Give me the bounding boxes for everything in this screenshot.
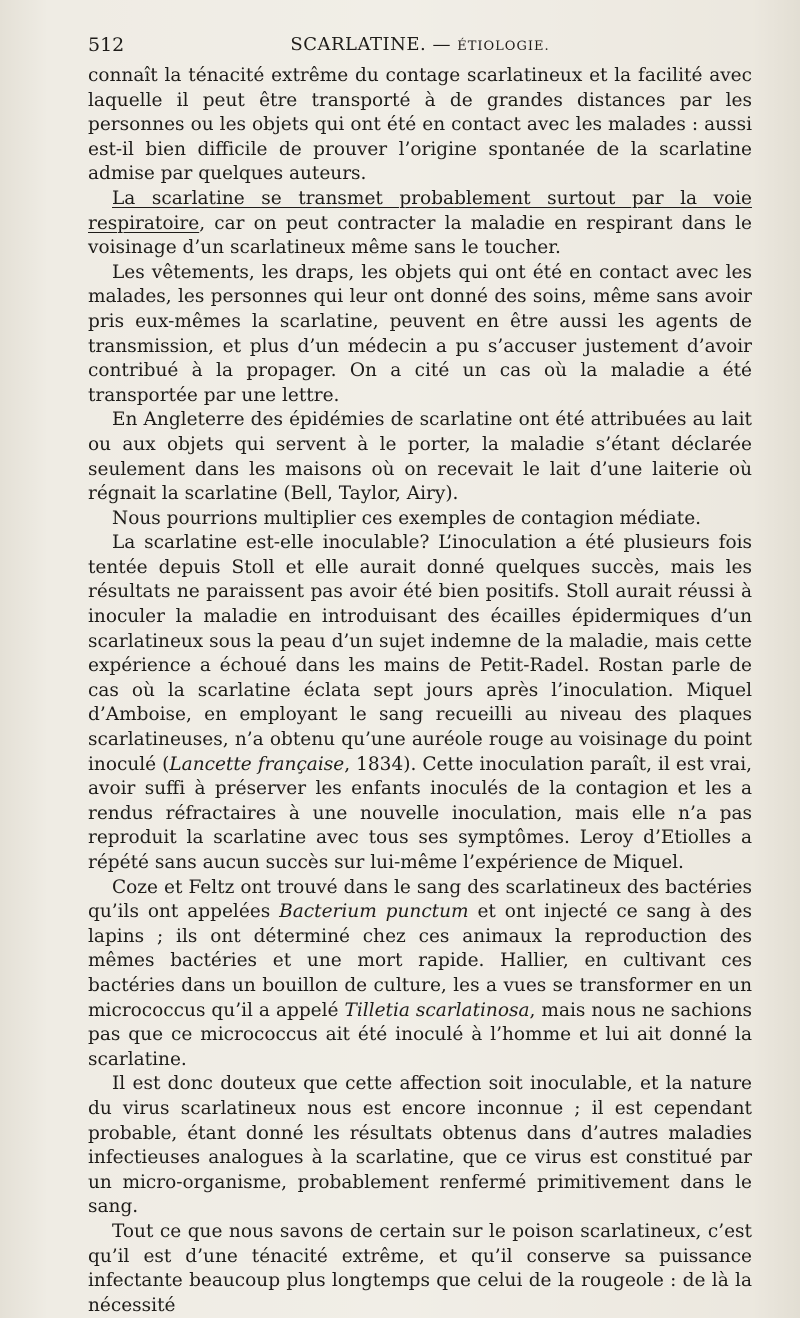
running-head-title: SCARLATINE. [290,34,427,55]
paragraph-text: , 1834). Cette inoculation paraît, il est vrai, avoir suffi à préserver les enfants inoculés de la contagion et les a rendus réfractaires à une nouvelle inoculation, mais elle n’a pas reproduit la scarlatine avec tous ses symptômes. Leroy d’Etiolles a répété sans aucun succès sur lui-même l’expérience de Miquel. [88,753,752,873]
species-name: Tilletia scarlatinosa [344,999,530,1021]
paragraph [88,876,752,1073]
page-number: 512 [88,34,125,56]
paragraph-text: , mais nous ne sachions pas que ce micrococcus ait été inoculé à l’homme et lui ait donné la scarlatine. [88,999,752,1070]
species-name: Bacterium punctum [279,901,469,923]
paragraph-text: Coze et Feltz ont trouvé dans le sang des scarlatineux des bactéries qu’ils ont appelées [88,876,752,923]
page-header [86,30,754,60]
paragraph-text: La scarlatine est-elle inoculable? L’inoculation a été plusieurs fois tentée depuis Stoll et elle aurait donné quelques succès, mais les résultats ne paraissent pas avoir été bien positifs. Stoll aurait réussi à inoculer la maladie en introduisant des écailles épidermiques d’un scarlatineux sous la peau d’un sujet indemne de la maladie, mais cette expérience a échoué dans les mains de Petit-Radel. Rostan parle de cas où la scarlatine éclata sept jours après l’inoculation. Miquel d’Amboise, en employant le sang recueilli au niveau des plaques scarlatineuses, n’a obtenu qu’une auréole rouge au voisinage du point inoculé ( [88,532,752,775]
running-head-section: ÉTIOLOGIE. [457,39,550,54]
paragraph-text: et ont injecté ce sang à des lapins ; ils ont déterminé chez ces animaux la reproduction des mêmes bactéries et une mort rapide. Hallier, en cultivant ces bactéries dans un bouillon de culture, les a vues se transformer en un micrococcus qu’il a appelé [88,901,752,1021]
paragraph: Les vêtements, les draps, les objets qui ont été en contact avec les malades, les personnes qui leur ont donné des soins, même sans avoir pris eux-mêmes la scarlatine, peuvent en être aussi les agents de transmission, et plus d’un médecin a pu s’accuser justement d’avoir contribué à la propager. On a cité un cas où la maladie a été transportée par une lettre. [88,261,752,406]
paragraph: connaît la ténacité extrême du contage scarlatineux et la facilité avec laquelle il peut être transporté à de grandes distances par les personnes ou les objets qui ont été en contact avec les malades : aussi est-il bien difficile de prouver l’origine spontanée de la scarlatine admise par quelques auteurs. [88,65,752,185]
body-text [88,64,752,1318]
paragraph [88,531,752,875]
underlined-sentence: La scarlatine se transmet probablement surtout par la voie respiratoire [88,187,752,234]
running-head-dash: — [426,34,458,55]
paragraph: En Angleterre des épidémies de scarlatine ont été attribuées au lait ou aux objets qui servent à le porter, la maladie s’étant déclarée seulement dans les maisons où on recevait le lait d’une laiterie où régnait la scarlatine (Bell, Taylor, Airy). [88,409,752,505]
paragraph-text: , car on peut contracter la maladie en respirant dans le voisinage d’un scarlatineux même sans le toucher. [88,212,752,259]
paragraph [88,187,752,261]
paragraph: Tout ce que nous savons de certain sur le poison scarlatineux, c’est qu’il est d’une ténacité extrême, et qu’il conserve sa puissance infectante beaucoup plus longtemps que celui de la rougeole : de là la nécessité [88,1220,752,1316]
running-head [86,34,754,55]
paragraph: Il est donc douteux que cette affection soit inoculable, et la nature du virus scarlatineux nous est encore inconnue ; il est cependant probable, étant donné les résultats obtenus dans d’autres maladies infectieuses analogues à la scarlatine, que ce virus est constitué par un micro-organisme, probablement renfermé primitivement dans le sang. [88,1073,752,1218]
paragraph: Nous pourrions multiplier ces exemples de contagion médiate. [112,507,702,529]
journal-title: Lancette française [169,753,345,775]
